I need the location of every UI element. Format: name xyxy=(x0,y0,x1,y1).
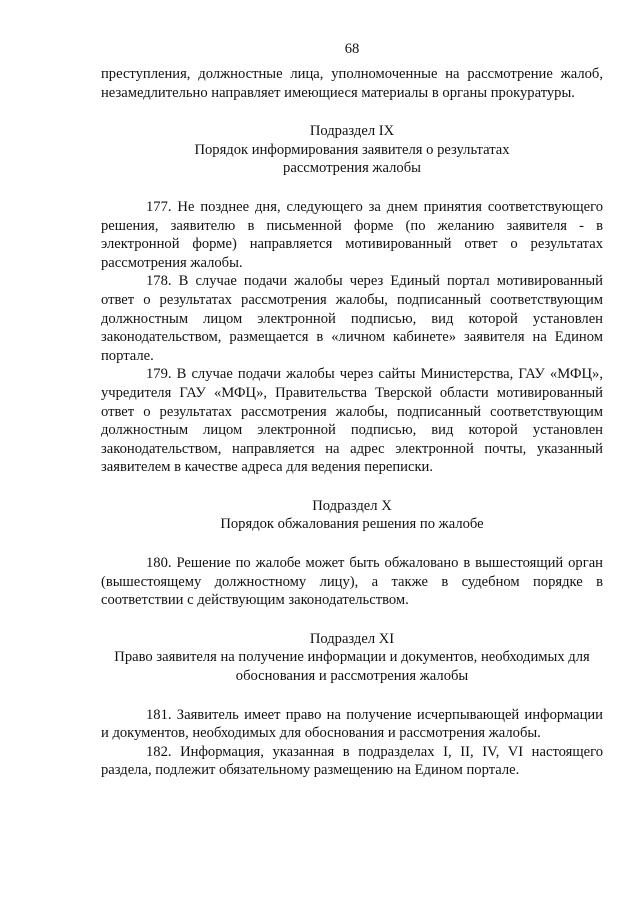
paragraph-181: 181. Заявитель имеет право на получение исчерпывающей информации и документов, необходимых для обоснования и рассмотрения жалобы. xyxy=(101,706,603,742)
page-number: 68 xyxy=(344,41,360,57)
paragraph-180: 180. Решение по жалобе может быть обжаловано в вышестоящий орган (вышестоящему должностному лицу), а также в судебном порядке в соответствии с действующим законодательством. xyxy=(101,555,603,609)
section-label: Подраздел XI xyxy=(309,630,395,647)
paragraph-182: 182. Информация, указанная в подразделах I, II, IV, VI настоящего раздела, подлежит обязательному размещению на Едином портале. xyxy=(101,743,603,779)
paragraph-178: 178. В случае подачи жалобы через Единый портал мотивированный ответ о результатах рассмотрения жалобы, подписанный соответствующим должностным лицом электронной подписью, вид которой установлен законодательством, размещается в «личном кабинете» заявителя на Едином портале. xyxy=(101,273,603,364)
document-page xyxy=(101,40,603,780)
section-title-line: Право заявителя на получение информации и документов, необходимых для xyxy=(114,649,590,666)
paragraph-179: 179. В случае подачи жалобы через сайты Министерства, ГАУ «МФЦ», учредителя ГАУ «МФЦ», Правительства Тверской области мотивированный ответ о результатах рассмотрения жалобы, подписанный соответствующим должностным лицом электронной подписью, вид которой установлен законодательством, направляется на адрес электронной почты, указанный заявителем в качестве адреса для ведения переписки. xyxy=(101,366,603,476)
section-title-line: обоснования и рассмотрения жалобы xyxy=(235,668,469,685)
section-xi xyxy=(101,630,603,780)
section-title-line: Порядок обжалования решения по жалобе xyxy=(220,516,484,533)
section-label: Подраздел IX xyxy=(309,123,395,140)
intro-paragraph: преступления, должностные лица, уполномоченные на рассмотрение жалоб, незамедлительно направляет имеющиеся материалы в органы прокуратуры. xyxy=(101,66,603,101)
paragraph-177: 177. Не позднее дня, следующего за днем принятия соответствующего решения, заявителю в письменной форме (по желанию заявителя - в электронной форме) направляется мотивированный ответ о результатах рассмотрения жалобы. xyxy=(101,198,603,271)
section-x xyxy=(101,497,603,610)
section-title-line: рассмотрения жалобы xyxy=(283,160,421,177)
section-ix xyxy=(101,122,603,477)
section-label: Подраздел X xyxy=(312,497,392,514)
section-title-line: Порядок информирования заявителя о результатах xyxy=(194,141,510,158)
